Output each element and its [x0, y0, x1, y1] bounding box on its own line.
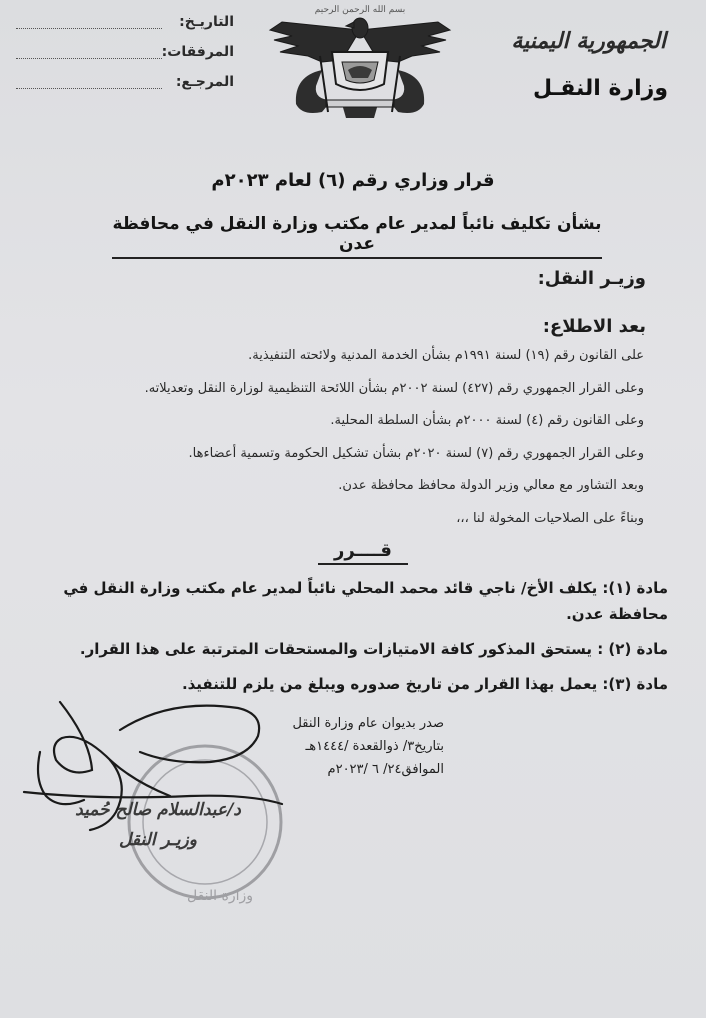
recital-item: على القانون رقم (١٩) لسنة ١٩٩١م بشأن الخدمة المدنية ولائحته التنفيذية.: [248, 348, 644, 363]
ministry-name: وزارة النقـل: [533, 76, 668, 101]
recital-item: وبناءً على الصلاحيات المخولة لنا ،،،: [456, 510, 644, 526]
dotted-line: [16, 28, 162, 29]
dotted-line: [16, 58, 162, 59]
yemen-eagle-emblem-icon: [262, 0, 458, 120]
article-item: مادة (١): يكلف الأخ/ ناجي قائد محمد المحلي نائباً لمدير عام مكتب وزارة النقل في محافظة عدن.: [63, 579, 668, 623]
minister-heading: وزيـر النقل:: [537, 268, 646, 289]
decided-heading: قــــرر: [318, 540, 408, 565]
signatory-title: وزيـر النقل: [119, 830, 197, 850]
issuance-gregorian-date: الموافق٢٤/ ٦ /٢٠٢٣م: [327, 762, 444, 777]
date-label: التاريـخ:: [179, 14, 234, 30]
recital-item: وبعد التشاور مع معالي وزير الدولة محافظ محافظة عدن.: [338, 478, 644, 493]
attachments-label: المرفقات:: [161, 44, 234, 60]
stamp-text: وزارة النقل: [186, 888, 254, 904]
articles-list: [34, 575, 668, 706]
article-item: مادة (٣): يعمل بهذا القرار من تاريخ صدوره ويبلغ من يلزم للتنفيذ.: [181, 675, 668, 693]
dotted-line: [16, 88, 162, 89]
republic-name: الجمهورية اليمنية: [511, 28, 666, 54]
after-review-heading: بعد الاطلاع:: [542, 316, 646, 337]
issuance-block: [292, 716, 444, 785]
issuance-hijri-date: بتاريخ٣/ ذوالقعدة /١٤٤٤هـ: [305, 739, 444, 754]
article-item: مادة (٢) : يستحق المذكور كافة الامتيازات والمستحقات المترتبة على هذا القرار.: [79, 640, 668, 658]
signatory-block: [42, 800, 274, 860]
reference-label: المرجـع:: [175, 74, 234, 90]
signatory-name: د/عبدالسلام صالح حُميد: [75, 800, 241, 820]
issuance-place: صدر بديوان عام وزارة النقل: [292, 716, 444, 731]
recital-item: وعلى القرار الجمهوري رقم (٤٢٧) لسنة ٢٠٠٢م بشأن اللائحة التنظيمية لوزارة النقل وتعديلاته.: [144, 380, 644, 396]
recital-item: وعلى القانون رقم (٤) لسنة ٢٠٠٠م بشأن السلطة المحلية.: [330, 413, 644, 428]
basmala: بسم الله الرحمن الرحيم: [314, 5, 406, 15]
recitals-list: [84, 348, 644, 543]
attachments-field: [16, 44, 234, 74]
reference-block: [16, 14, 234, 104]
reference-field: [16, 74, 234, 104]
date-field: [16, 14, 234, 44]
recital-item: وعلى القرار الجمهوري رقم (٧) لسنة ٢٠٢٠م بشأن تشكيل الحكومة وتسمية أعضاءها.: [188, 445, 644, 461]
decree-title: قرار وزاري رقم (٦) لعام ٢٠٢٣م: [211, 170, 495, 191]
decree-subject: بشأن تكليف نائباً لمدير عام مكتب وزارة النقل في محافظة عدن: [112, 214, 602, 259]
